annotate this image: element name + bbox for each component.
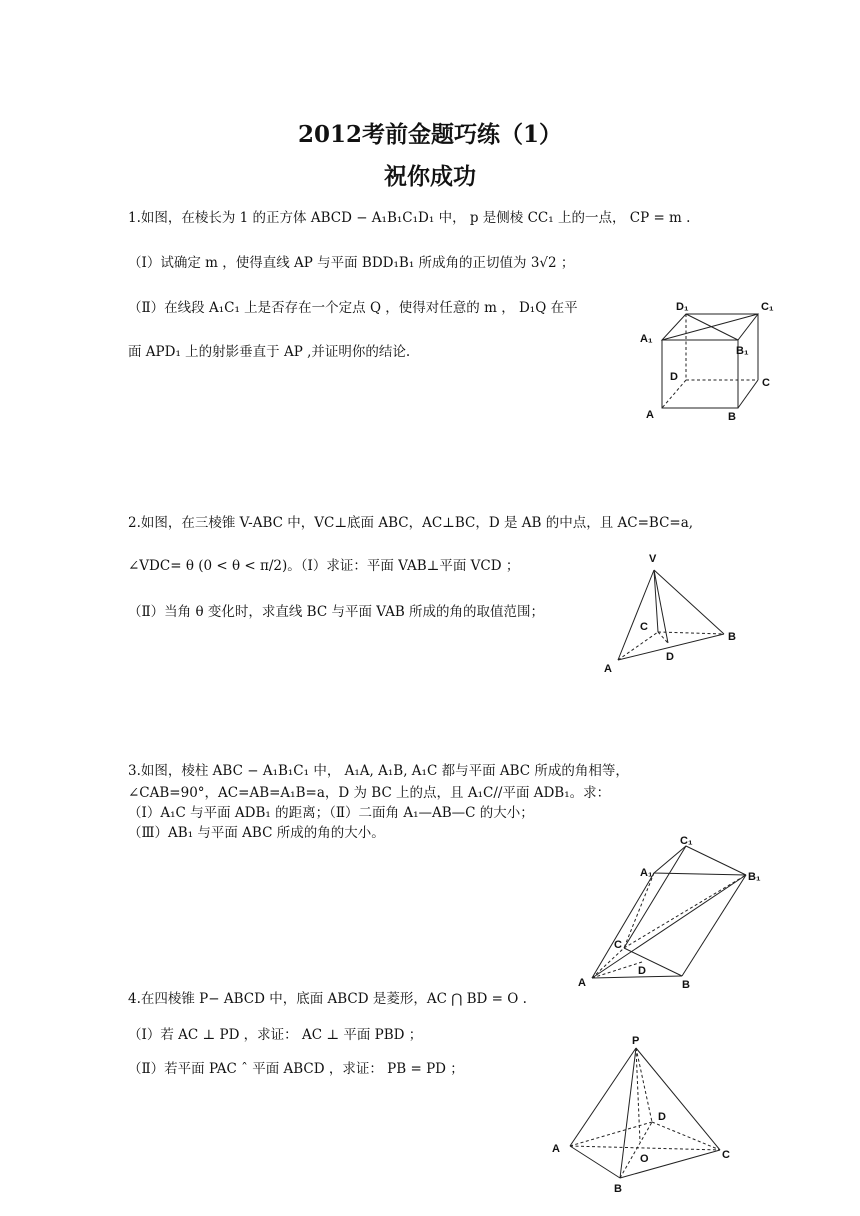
- problem-3-line-2: ∠CAB=90°，AC=AB=A₁B=a，D 为 BC 上的点，且 A₁C//平面 ADB₁。求：: [128, 785, 611, 801]
- label-B: B: [728, 631, 736, 643]
- problem-1-line-3: （Ⅱ）在线段 A₁C₁ 上是否存在一个定点 Q ，使得对任意的 m ， D₁Q 在平: [128, 300, 578, 316]
- label-D: D: [670, 371, 678, 383]
- label-B: B: [728, 411, 736, 423]
- prism-top-face: [654, 846, 746, 875]
- problem-3-line-1: 3.如图，棱柱 ABC − A₁B₁C₁ 中， A₁A, A₁B, A₁C 都与平面 ABC 所成的角相等，: [128, 763, 629, 779]
- problem-1-line-1: 1.如图，在棱长为 1 的正方体 ABCD − A₁B₁C₁D₁ 中， p 是侧棱 CC₁ 上的一点， CP = m .: [128, 210, 691, 226]
- problem-1-line-2: （Ⅰ）试确定 m ，使得直线 AP 与平面 BDD₁B₁ 所成角的正切值为 3√2 ；: [128, 255, 575, 271]
- label-B1: B₁: [736, 345, 749, 357]
- page-title: 2012考前金题巧练（1）: [297, 121, 563, 148]
- pyramid-vabc-figure: [600, 548, 750, 678]
- label-D: D: [658, 1111, 666, 1123]
- label-C1: C₁: [680, 835, 693, 847]
- label-A: A: [578, 977, 586, 989]
- label-B1: B₁: [748, 871, 761, 883]
- cube-figure: [638, 296, 788, 426]
- problem-1-line-4: 面 APD₁ 上的射影垂直于 AP ,并证明你的结论.: [128, 344, 411, 360]
- label-C: C: [640, 621, 648, 633]
- problem-2-line-1: 2.如图，在三棱锥 V-ABC 中，VC⊥底面 ABC，AC⊥BC，D 是 AB 的中点，且 AC=BC=a,: [128, 515, 694, 531]
- problem-4-line-1: 4.在四棱锥 P− ABCD 中，底面 ABCD 是菱形，AC ⋂ BD = O .: [128, 991, 527, 1007]
- pyramid-pabcd-figure: [548, 1030, 748, 1200]
- page-subtitle: 祝你成功: [384, 163, 476, 190]
- problem-2-line-2: ∠VDC= θ (0 < θ < π/2)。（Ⅰ）求证：平面 VAB⊥平面 VCD ；: [128, 558, 520, 574]
- label-C1: C₁: [761, 301, 774, 313]
- prism-figure: [574, 828, 774, 998]
- problem-4-line-2: （Ⅰ）若 AC ⊥ PD ，求证： AC ⊥ 平面 PBD ；: [128, 1027, 423, 1043]
- label-B: B: [614, 1183, 622, 1195]
- label-D1: D₁: [676, 301, 689, 313]
- label-A: A: [604, 663, 612, 675]
- label-A1: A₁: [640, 333, 653, 345]
- label-A: A: [646, 409, 654, 421]
- label-A: A: [552, 1143, 560, 1155]
- problem-4-line-3: （Ⅱ）若平面 PAC ˆ 平面 ABCD ，求证： PB = PD ；: [128, 1061, 464, 1077]
- label-C: C: [762, 377, 770, 389]
- label-C: C: [614, 939, 622, 951]
- label-P: P: [632, 1035, 640, 1047]
- label-O: O: [640, 1153, 649, 1165]
- label-C: C: [722, 1149, 730, 1161]
- label-V: V: [649, 553, 657, 565]
- problem-3-line-4: （Ⅲ）AB₁ 与平面 ABC 所成的角的大小。: [128, 825, 385, 841]
- problem-2-line-3: （Ⅱ）当角 θ 变化时，求直线 BC 与平面 VAB 所成的角的取值范围；: [128, 604, 545, 620]
- problem-3-line-3: （Ⅰ）A₁C 与平面 ADB₁ 的距离；（Ⅱ）二面角 A₁—AB—C 的大小；: [128, 805, 534, 821]
- label-A1: A₁: [640, 867, 653, 879]
- label-D: D: [666, 651, 674, 663]
- label-B: B: [682, 979, 690, 991]
- label-D: D: [638, 965, 646, 977]
